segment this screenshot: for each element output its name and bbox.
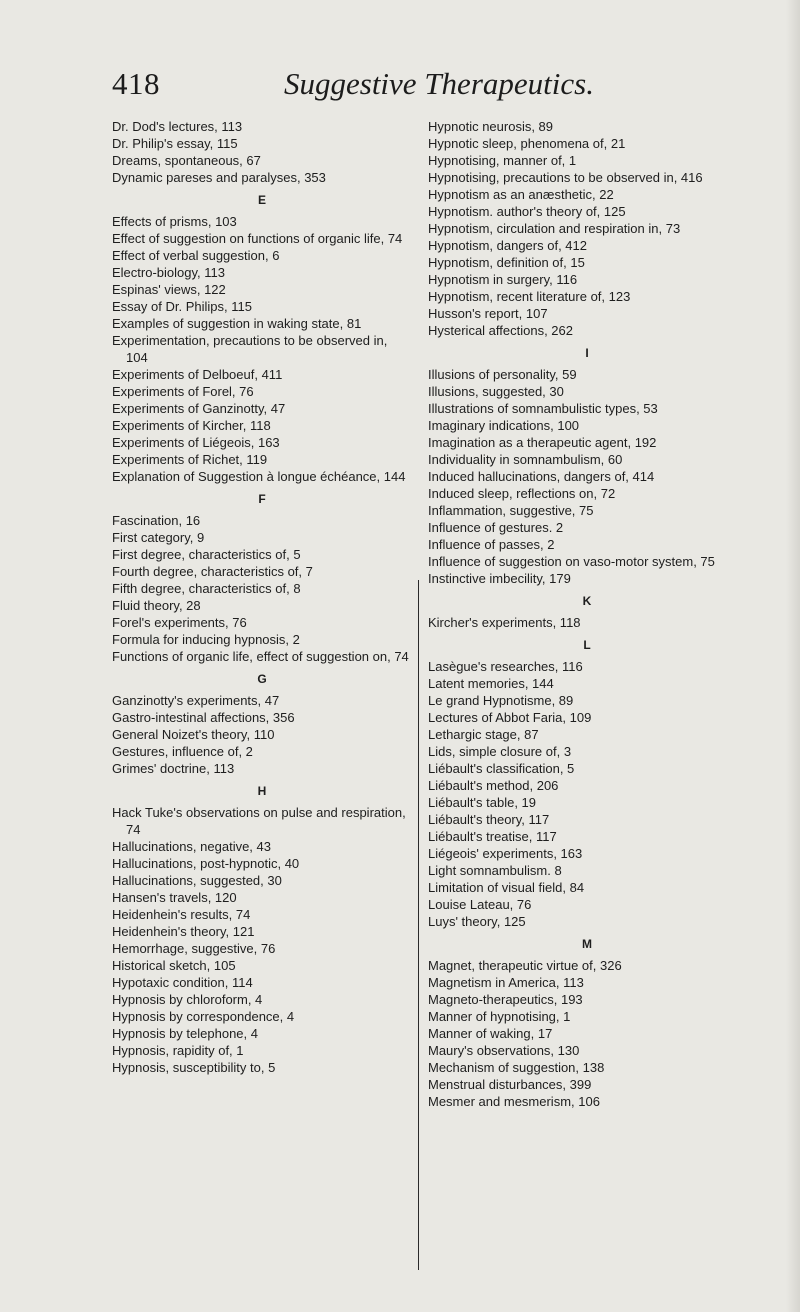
index-column-right [428,118,746,1110]
page-number: 418 [112,66,160,101]
index-entry: Effects of prisms, 103 [112,214,237,229]
section-letter: M [582,937,592,951]
section-letter: G [257,672,267,686]
index-entry: Le grand Hypnotisme, 89 [428,693,574,708]
index-entry: Experiments of Liégeois, 163 [112,435,280,450]
index-entry: Lethargic stage, 87 [428,727,539,742]
index-entry: Experimentation, precautions to be observed in, 104 [112,333,388,365]
index-entry: Influence of gestures. 2 [428,520,564,535]
index-entry: Lectures of Abbot Faria, 109 [428,710,592,725]
index-entry: Influence of suggestion on vaso-motor system, 75 [428,554,715,569]
index-entry: Liégeois' experiments, 163 [428,846,583,861]
index-entry: Ganzinotty's experiments, 47 [112,693,280,708]
index-entry: Fourth degree, characteristics of, 7 [112,564,313,579]
section-letter: F [258,492,266,506]
index-entry: Hysterical affections, 262 [428,323,573,338]
index-entry: Historical sketch, 105 [112,958,236,973]
index-entry: First degree, characteristics of, 5 [112,547,301,562]
index-entry: Essay of Dr. Philips, 115 [112,299,252,314]
section-letter: K [582,594,592,608]
index-entry: Hypnosis by telephone, 4 [112,1026,258,1041]
index-entry: Mechanism of suggestion, 138 [428,1060,605,1075]
index-entry: Hypotaxic condition, 114 [112,975,253,990]
index-entry: Dr. Philip's essay, 115 [112,136,238,151]
index-entry: Hallucinations, post-hypnotic, 40 [112,856,300,871]
index-entry: Hypnosis by correspondence, 4 [112,1009,295,1024]
index-entry: Luys' theory, 125 [428,914,526,929]
index-entry: Experiments of Ganzinotty, 47 [112,401,286,416]
index-entry: Hansen's travels, 120 [112,890,237,905]
index-entry: Lids, simple closure of, 3 [428,744,572,759]
index-entry: Magnetism in America, 113 [428,975,584,990]
index-entry: Functions of organic life, effect of suggestion on, 74 [112,649,409,664]
index-entry: Imagination as a therapeutic agent, 192 [428,435,657,450]
index-entry: Induced sleep, reflections on, 72 [428,486,616,501]
index-entry: Hypnosis, rapidity of, 1 [112,1043,244,1058]
index-entry: Influence of passes, 2 [428,537,555,552]
index-entry: Hypnotism, recent literature of, 123 [428,289,631,304]
index-entry: Individuality in somnambulism, 60 [428,452,623,467]
index-entry: Espinas' views, 122 [112,282,226,297]
index-entry: Menstrual disturbances, 399 [428,1077,592,1092]
index-entry: Kircher's experiments, 118 [428,615,581,630]
index-entry: Hypnotism in surgery, 116 [428,272,578,287]
index-entry: Lasègue's researches, 116 [428,659,583,674]
index-entry: Experiments of Forel, 76 [112,384,254,399]
index-entry: Heidenhein's results, 74 [112,907,251,922]
index-entry: Induced hallucinations, dangers of, 414 [428,469,655,484]
index-entry: Maury's observations, 130 [428,1043,580,1058]
index-entry: Experiments of Kircher, 118 [112,418,271,433]
index-entry: Hypnotising, precautions to be observed in, 416 [428,170,703,185]
index-entry: Fascination, 16 [112,513,201,528]
index-entry: Louise Lateau, 76 [428,897,532,912]
index-entry: Explanation of Suggestion à longue échéance, 144 [112,469,406,484]
index-entry: Magneto-therapeutics, 193 [428,992,583,1007]
index-entry: Liébault's theory, 117 [428,812,550,827]
index-entry: Hypnotism, dangers of, 412 [428,238,587,253]
index-entry: Formula for inducing hypnosis, 2 [112,632,300,647]
index-entry: Limitation of visual field, 84 [428,880,585,895]
index-entry: Effect of suggestion on functions of organic life, 74 [112,231,403,246]
index-entry: Liébault's classification, 5 [428,761,575,776]
index-entry: Husson's report, 107 [428,306,548,321]
index-entry: Fifth degree, characteristics of, 8 [112,581,301,596]
page-header [112,66,712,106]
index-entry: Imaginary indications, 100 [428,418,580,433]
index-entry: Mesmer and mesmerism, 106 [428,1094,600,1109]
index-entry: Gestures, influence of, 2 [112,744,253,759]
index-entry: Fluid theory, 28 [112,598,201,613]
index-entry: Dr. Dod's lectures, 113 [112,119,243,134]
section-letter: E [257,193,266,207]
index-entry: Dynamic pareses and paralyses, 353 [112,170,326,185]
index-entry: Liébault's table, 19 [428,795,537,810]
index-entry: Hallucinations, suggested, 30 [112,873,282,888]
index-entry: Inflammation, suggestive, 75 [428,503,594,518]
index-entry: Hypnotic neurosis, 89 [428,119,554,134]
index-entry: Experiments of Delboeuf, 411 [112,367,283,382]
index-entry: Experiments of Richet, 119 [112,452,268,467]
index-entry: Light somnambulism. 8 [428,863,562,878]
index-entry: Hemorrhage, suggestive, 76 [112,941,276,956]
index-entry: Effect of verbal suggestion, 6 [112,248,280,263]
index-entry: General Noizet's theory, 110 [112,727,275,742]
index-entry: Liébault's treatise, 117 [428,829,557,844]
index-entry: Grimes' doctrine, 113 [112,761,235,776]
index-entry: Instinctive imbecility, 179 [428,571,571,586]
index-entry: Hallucinations, negative, 43 [112,839,271,854]
index-entry: Gastro-intestinal affections, 356 [112,710,295,725]
index-entry: Illustrations of somnambulistic types, 53 [428,401,658,416]
index-column-left [112,118,412,1076]
index-entry: Electro-biology, 113 [112,265,225,280]
index-entry: Hypnotism as an anæsthetic, 22 [428,187,614,202]
index-entry: Hack Tuke's observations on pulse and respiration, 74 [112,805,406,837]
index-entry: Hypnotism. author's theory of, 125 [428,204,626,219]
index-entry: Hypnotising, manner of, 1 [428,153,577,168]
index-entry: Hypnotism, definition of, 15 [428,255,585,270]
index-entry: First category, 9 [112,530,205,545]
index-entry: Hypnotic sleep, phenomena of, 21 [428,136,626,151]
index-entry: Examples of suggestion in waking state, 81 [112,316,362,331]
index-entry: Hypnosis, susceptibility to, 5 [112,1060,276,1075]
index-entry: Latent memories, 144 [428,676,554,691]
column-rule [418,580,419,1270]
index-entry: Manner of hypnotising, 1 [428,1009,571,1024]
index-entry: Hypnosis by chloroform, 4 [112,992,263,1007]
index-entry: Liébault's method, 206 [428,778,559,793]
index-entry: Dreams, spontaneous, 67 [112,153,261,168]
index-entry: Illusions of personality, 59 [428,367,577,382]
index-entry: Manner of waking, 17 [428,1026,553,1041]
index-entry: Magnet, therapeutic virtue of, 326 [428,958,622,973]
index-entry: Heidenhein's theory, 121 [112,924,255,939]
index-entry: Forel's experiments, 76 [112,615,247,630]
index-entry: Hypnotism, circulation and respiration in, 73 [428,221,681,236]
index-entry: Illusions, suggested, 30 [428,384,564,399]
section-letter: H [257,784,267,798]
running-title: Suggestive Therapeutics. [284,66,594,101]
section-letter: I [585,346,589,360]
section-letter: L [583,638,591,652]
page-edge [786,0,800,1312]
